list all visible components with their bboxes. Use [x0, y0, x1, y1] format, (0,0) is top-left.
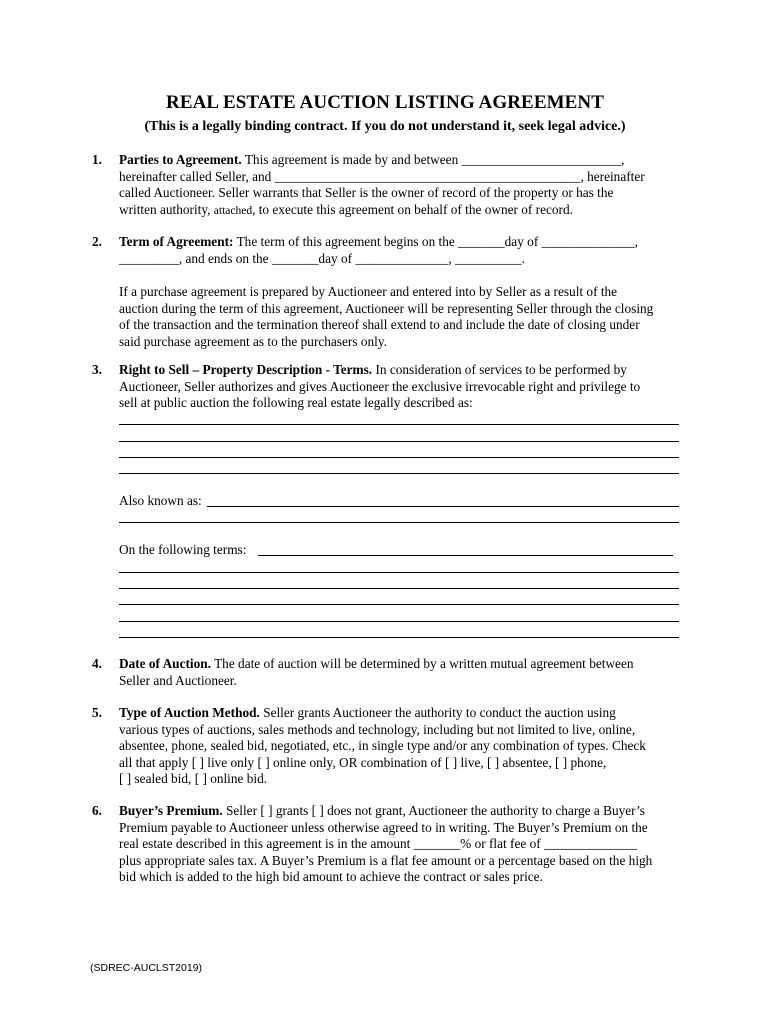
also-known-as-label: Also known as:	[119, 493, 202, 508]
section-right-to-sell	[92, 362, 692, 412]
section-line: attached	[213, 204, 253, 217]
section-heading: Parties to Agreement.	[119, 152, 242, 167]
document-title: REAL ESTATE AUCTION LISTING AGREEMENT	[166, 92, 604, 113]
section-line: various types of auctions, sales methods and technology, including but not limited to live, online,	[119, 721, 636, 737]
section-term	[92, 234, 692, 351]
section-line: If a purchase agreement is prepared by Auctioneer and entered into by Seller as a result of the	[119, 284, 618, 300]
section-line: , to execute this agreement on behalf of the owner of record.	[252, 201, 573, 217]
section-buyers-premium	[92, 803, 692, 886]
section-line: called Auctioneer. Seller warrants that Seller is the owner of record of the property or has the	[119, 185, 614, 201]
terms-line[interactable]	[258, 555, 673, 556]
section-heading: Type of Auction Method.	[119, 705, 260, 720]
section-line: bid which is added to the high bid amount to achieve the contract or sales price.	[119, 869, 543, 885]
legal-description-line[interactable]	[119, 457, 679, 458]
buyers-premium-checkboxes[interactable]: Seller [ ] grants [ ] does not grant, Auctioneer the authority to charge a Buyer’s	[225, 803, 645, 818]
auction-method-checkboxes[interactable]: all that apply [ ] live only [ ] online only, OR combination of [ ] live, [ ] absentee, [ ] phone,	[119, 754, 607, 770]
section-line: In consideration of services to be performed by	[375, 362, 627, 377]
section-line: absentee, phone, sealed bid, negotiated, etc., in single type and/or any combination of types. Check	[119, 738, 646, 754]
section-line: Premium payable to Auctioneer unless otherwise agreed to in writing. The Buyer’s Premium on the	[119, 819, 648, 835]
section-line: said purchase agreement as to the purchasers only.	[119, 333, 387, 349]
section-number: 3.	[92, 362, 102, 377]
legal-description-line[interactable]	[119, 424, 679, 425]
section-line: _________, and ends on the _______day of ______________, __________.	[119, 250, 525, 266]
section-line: plus appropriate sales tax. A Buyer’s Premium is a flat fee amount or a percentage based on the high	[119, 852, 653, 868]
legal-description-line[interactable]	[119, 473, 679, 474]
section-line: sell at public auction the following real estate legally described as:	[119, 395, 473, 411]
section-line: hereinafter called Seller, and ______________________________________________, hereinafter	[119, 168, 645, 184]
section-number: 4.	[92, 656, 102, 671]
section-line: The date of auction will be determined by a written mutual agreement between	[214, 656, 634, 671]
also-known-as-line[interactable]	[207, 506, 679, 507]
section-heading: Right to Sell – Property Description - Terms.	[119, 362, 373, 377]
section-line: written authority,	[119, 201, 214, 217]
form-code-footer: (SDREC-AUCLST2019)	[90, 962, 203, 974]
terms-line[interactable]	[119, 621, 679, 622]
section-heading: Buyer’s Premium.	[119, 803, 223, 818]
legal-description-line[interactable]	[119, 441, 679, 442]
section-line: Seller grants Auctioneer the authority to conduct the auction using	[263, 705, 616, 720]
also-known-as-line[interactable]	[119, 522, 679, 523]
buyers-premium-amount-line[interactable]: real estate described in this agreement is in the amount _______% or flat fee of ______________	[119, 836, 638, 852]
section-heading: Term of Agreement:	[119, 234, 234, 249]
section-heading: Date of Auction.	[119, 656, 211, 671]
section-number: 5.	[92, 705, 102, 720]
section-parties	[92, 152, 692, 219]
section-line: auction during the term of this agreement, Auctioneer will be representing Seller through the closing	[119, 300, 654, 316]
terms-line[interactable]	[119, 572, 679, 573]
terms-line[interactable]	[119, 604, 679, 605]
terms-label: On the following terms:	[119, 542, 247, 557]
section-line: Auctioneer, Seller authorizes and gives Auctioneer the exclusive irrevocable right and privilege to	[119, 378, 641, 394]
section-line: Seller and Auctioneer.	[119, 672, 237, 688]
section-line: The term of this agreement begins on the _______day of ______________,	[236, 234, 638, 249]
section-line: This agreement is made by and between ________________________,	[244, 152, 625, 167]
section-number: 2.	[92, 234, 102, 249]
auction-method-checkboxes[interactable]: [ ] sealed bid, [ ] online bid.	[119, 771, 268, 787]
document-subtitle: (This is a legally binding contract. If you do not understand it, seek legal advice.)	[144, 119, 626, 134]
section-auction-method	[92, 705, 692, 788]
section-number: 1.	[92, 152, 102, 167]
section-number: 6.	[92, 803, 102, 818]
section-line: of the transaction and the termination thereof shall extend to and include the date of closing under	[119, 317, 640, 333]
terms-line[interactable]	[119, 588, 679, 589]
section-date-of-auction	[92, 656, 692, 689]
terms-line[interactable]	[119, 637, 679, 638]
